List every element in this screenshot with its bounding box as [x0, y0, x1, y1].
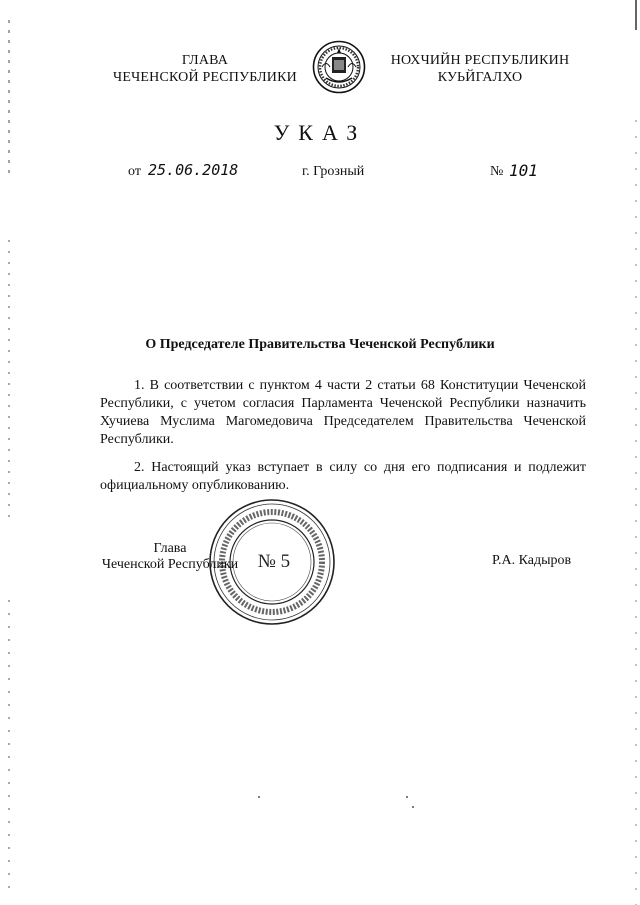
number-prefix: №	[490, 164, 504, 179]
header-right-line2: КУЬЙГАЛХО	[437, 70, 523, 85]
scan-speck	[412, 806, 414, 808]
header-right	[375, 52, 585, 86]
paragraph: 2. Настоящий указ вступает в силу со дня его подписания и подлежит официальному опубликованию.	[100, 460, 586, 493]
header-left	[100, 52, 310, 86]
date-prefix: от	[128, 164, 141, 179]
city: г. Грозный	[302, 164, 365, 179]
signature-title-line1: Глава	[153, 541, 187, 556]
decree-number: 101	[509, 161, 538, 180]
document-title: УКАЗ	[273, 120, 367, 145]
signature-title-line2: Чеченской Республики	[101, 557, 239, 572]
header-left-line2: ЧЕЧЕНСКОЙ РЕСПУБЛИКИ	[113, 70, 297, 85]
date-row	[0, 161, 640, 185]
paragraph: 1. В соответствии с пунктом 4 части 2 статьи 68 Конституции Чеченской Республики, с учетом согласия Парламента Чеченской Республики назначить Хучиева Муслима Магомедовича Председателем Правительства Чеченской Республики.	[100, 378, 586, 447]
scan-speck	[406, 796, 408, 798]
scan-speck	[258, 796, 260, 798]
date-value: 25.06.2018	[148, 161, 239, 179]
header-right-line1: НОХЧИЙН РЕСПУБЛИКИН	[390, 53, 570, 68]
header-left-line1: ГЛАВА	[181, 53, 229, 68]
stamp-number: № 5	[257, 551, 291, 572]
signatory-name: Р.А. Кадыров	[492, 553, 572, 568]
coat-of-arms-emblem	[312, 40, 366, 94]
signature-title	[100, 541, 240, 573]
decree-subject: О Председателе Правительства Чеченской Республики	[145, 337, 495, 352]
